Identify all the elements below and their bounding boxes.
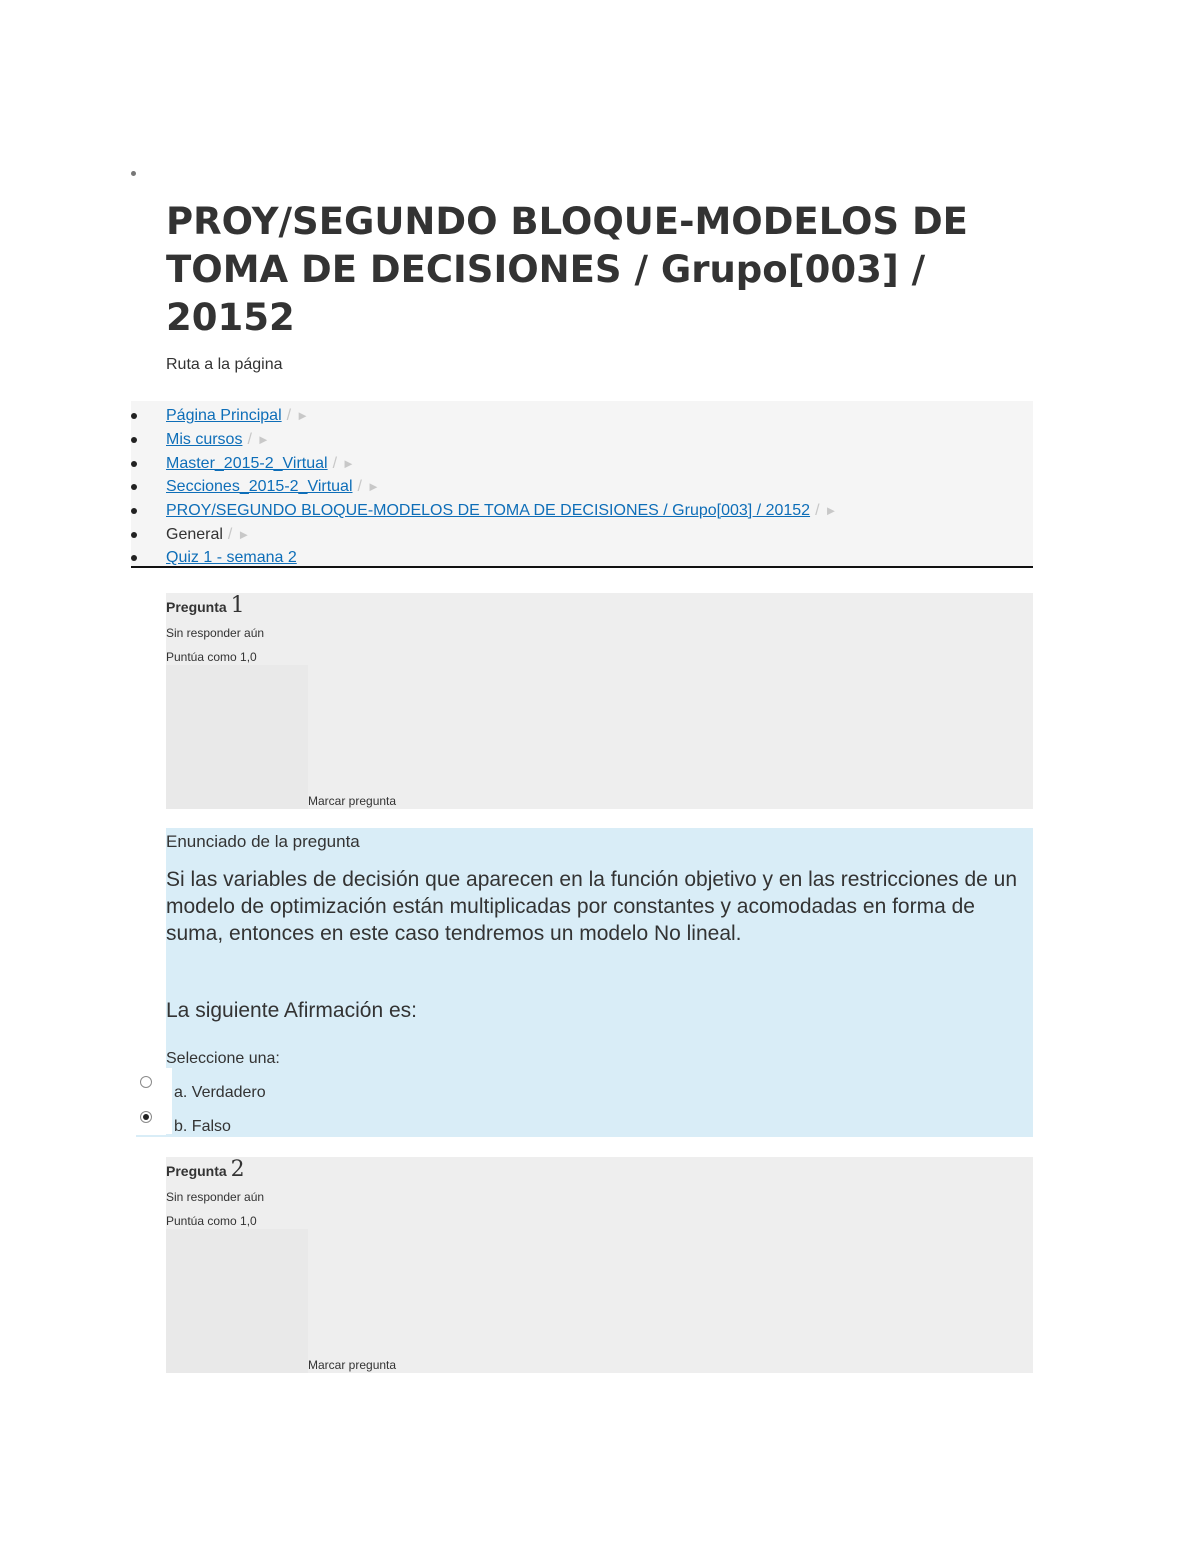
question-label: Pregunta	[166, 599, 227, 615]
arrow-right-icon: ►	[824, 503, 838, 518]
arrow-right-icon: ►	[237, 527, 251, 542]
question-1-content	[166, 828, 1033, 1137]
bullet-icon	[131, 461, 137, 467]
question-1-title	[166, 593, 245, 618]
arrow-right-icon: ►	[296, 408, 309, 423]
bullet-icon	[131, 555, 137, 561]
bullet-icon	[131, 484, 137, 490]
question-label: Pregunta	[166, 1163, 227, 1179]
question-grade: Puntúa como 1,0	[166, 1214, 257, 1228]
arrow-right-icon: ►	[256, 432, 270, 447]
breadcrumb-link-my-courses[interactable]: Mis cursos	[166, 431, 243, 448]
question-state: Sin responder aún	[166, 1190, 265, 1204]
breadcrumb-separator: /	[357, 478, 362, 495]
breadcrumb-separator: /	[227, 526, 233, 543]
bullet-icon	[131, 413, 137, 419]
arrow-right-icon: ►	[342, 456, 355, 471]
breadcrumb-label-general: General	[166, 526, 223, 543]
breadcrumb-separator: /	[286, 407, 292, 424]
select-one-label: Seleccione una:	[166, 1050, 280, 1067]
breadcrumb-link-home[interactable]: Página Principal	[166, 407, 282, 424]
question-number: 2	[230, 1157, 245, 1182]
bullet-icon	[131, 437, 137, 443]
breadcrumb-separator: /	[332, 455, 338, 472]
breadcrumb-separator: /	[815, 502, 820, 519]
breadcrumb-heading: Ruta a la página	[166, 356, 283, 373]
question-prompt: La siguiente Afirmación es:	[166, 999, 417, 1022]
question-statement: Si las variables de decisión que aparecen en la función objetivo y en las restricciones de un modelo de optimización están multiplicadas por constantes y acomodadas en forma de suma, entonces en este caso tendremos un modelo No lineal.	[166, 868, 1018, 945]
page-title: PROY/SEGUNDO BLOQUE-MODELOS DE TOMA DE DECISIONES / Grupo[003] / 20152	[166, 200, 968, 339]
question-info-box	[166, 1229, 308, 1373]
answer-radio-a[interactable]	[140, 1076, 152, 1088]
question-number: 1	[230, 593, 245, 618]
flag-question-link[interactable]: Marcar pregunta	[308, 794, 397, 808]
breadcrumb-link-master[interactable]: Master_2015-2_Virtual	[166, 455, 328, 472]
question-1-info	[166, 593, 1033, 809]
breadcrumb	[131, 401, 1033, 568]
option-divider	[136, 1135, 174, 1137]
breadcrumb-separator: /	[247, 431, 252, 448]
question-grade: Puntúa como 1,0	[166, 650, 257, 664]
question-2-info	[166, 1157, 1033, 1373]
bullet-icon	[131, 532, 137, 538]
answer-radio-b[interactable]	[140, 1111, 152, 1123]
bullet-icon	[131, 508, 137, 514]
answer-option-a[interactable]: a. Verdadero	[174, 1084, 266, 1101]
question-2-title	[166, 1157, 245, 1182]
answer-option-b[interactable]: b. Falso	[174, 1118, 231, 1135]
flag-question-link[interactable]: Marcar pregunta	[308, 1358, 397, 1372]
question-statement-heading: Enunciado de la pregunta	[166, 832, 360, 851]
question-state: Sin responder aún	[166, 626, 265, 640]
breadcrumb-link-quiz[interactable]: Quiz 1 - semana 2	[166, 549, 297, 566]
question-info-box	[166, 665, 308, 809]
arrow-right-icon: ►	[366, 479, 380, 494]
breadcrumb-link-sections[interactable]: Secciones_2015-2_Virtual	[166, 478, 353, 495]
breadcrumb-link-course[interactable]: PROY/SEGUNDO BLOQUE-MODELOS DE TOMA DE DECISIONES / Grupo[003] / 20152	[166, 502, 811, 519]
list-bullet	[131, 171, 136, 176]
